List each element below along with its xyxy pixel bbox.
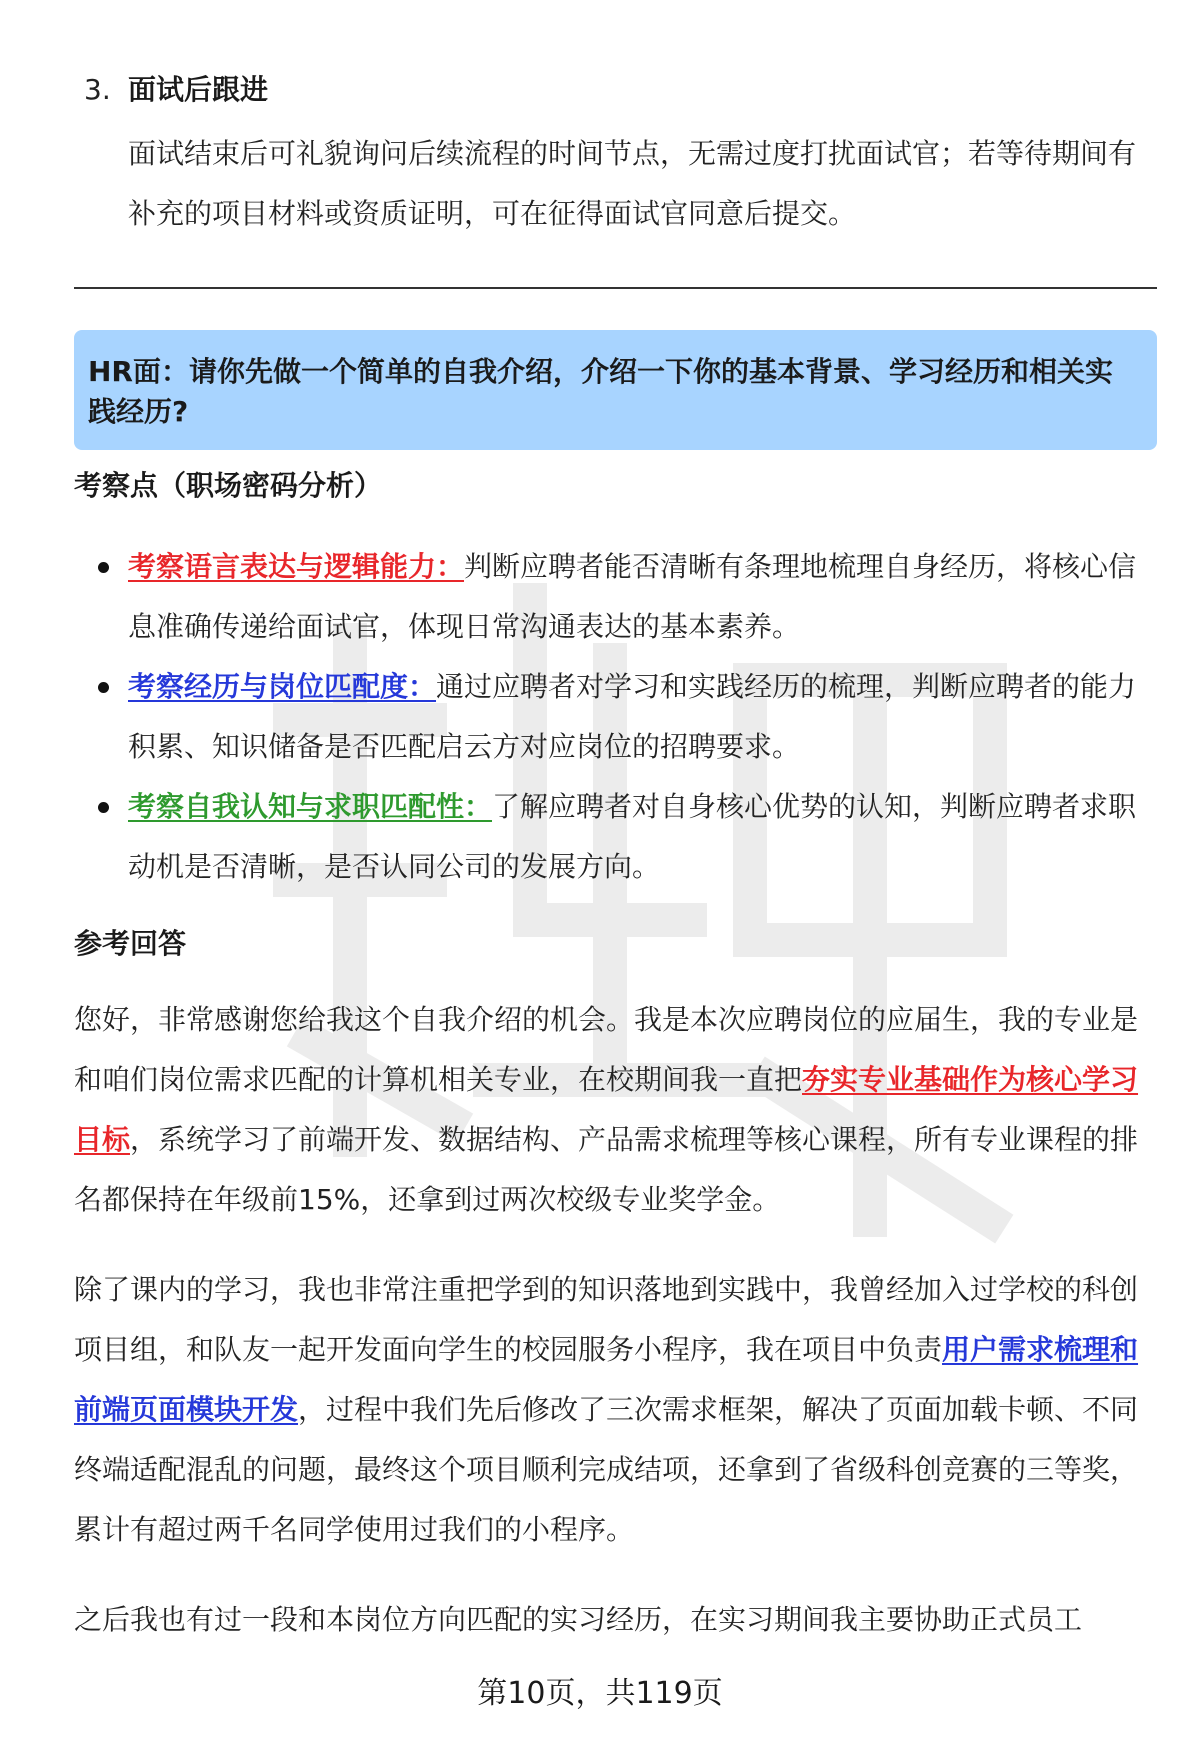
list-item [74,777,1157,897]
item-body: 面试结束后可礼貌询问后续流程的时间节点，无需过度打扰面试官；若等待期间有补充的项目材料或资质证明，可在征得面试官同意后提交。 [128,137,1137,230]
bullet-icon [98,682,109,693]
answer-paragraph-1 [74,990,1157,1230]
question-box [74,330,1157,450]
answer-heading: 参考回答 [74,927,187,960]
bullet-icon [98,562,109,573]
answer-paragraph-3: 之后我也有过一段和本岗位方向匹配的实习经历，在实习期间我主要协助正式员工 [74,1603,1083,1636]
list-item [74,657,1157,777]
bullet-text: 了解应聘者对自身核心优势的认知，判断应聘者求职动机是否清晰，是否认同公司的发展方向。 [128,790,1137,883]
item-title: 面试后跟进 [128,73,269,106]
question-text: HR面：请你先做一个简单的自我介绍，介绍一下你的基本背景、学习经历和相关实践经历? [88,355,1113,428]
section-divider [74,287,1157,289]
bullet-keyword: 考察语言表达与逻辑能力： [128,550,465,583]
paragraph-text: 您好，非常感谢您给我这个自我介绍的机会。我是本次应聘岗位的应届生，我的专业是和咱们岗位需求匹配的计算机相关专业，在校期间我一直把 [74,1003,1139,1096]
page-footer: 第10页，共119页 [477,1676,723,1711]
bullet-text: 判断应聘者能否清晰有条理地梳理自身经历，将核心信息准确传递给面试官，体现日常沟通表达的基本素养。 [128,550,1137,643]
highlight-text: 夯实专业基础作为核心学习目标 [74,1063,1139,1156]
highlight-text: 用户需求梳理和前端页面模块开发 [74,1333,1139,1426]
bullet-text: 通过应聘者对学习和实践经历的梳理，判断应聘者的能力积累、知识储备是否匹配启云方对应岗位的招聘要求。 [128,670,1137,763]
paragraph-text: ，过程中我们先后修改了三次需求框架，解决了页面加载卡顿、不同终端适配混乱的问题，最终这个项目顺利完成结项，还拿到了省级科创竞赛的三等奖，累计有超过两千名同学使用过我们的小程序。 [74,1393,1139,1546]
paragraph-text: ，系统学习了前端开发、数据结构、产品需求梳理等核心课程，所有专业课程的排名都保持在年级前15%，还拿到过两次校级专业奖学金。 [74,1123,1139,1216]
bullet-icon [98,802,109,813]
bullet-keyword: 考察经历与岗位匹配度： [128,670,437,703]
bullet-keyword: 考察自我认知与求职匹配性： [128,790,493,823]
exam-points-heading: 考察点（职场密码分析） [74,469,383,502]
answer-paragraph-2 [74,1260,1157,1560]
exam-points-list [74,537,1157,897]
list-item [74,537,1157,657]
item-number: 3. [84,73,111,106]
paragraph-text: 除了课内的学习，我也非常注重把学到的知识落地到实践中，我曾经加入过学校的科创项目组，和队友一起开发面向学生的校园服务小程序，我在项目中负责 [74,1273,1139,1366]
